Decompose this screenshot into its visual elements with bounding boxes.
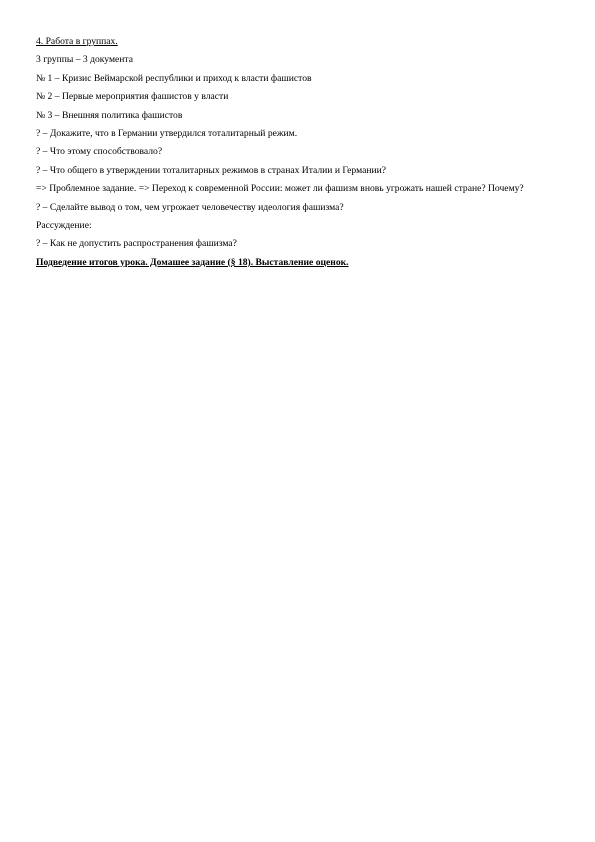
- lesson-summary-homework: Подведение итогов урока. Домашее задание (§ 18). Выставление оценок.: [36, 256, 349, 268]
- document-item-2: № 2 – Первые мероприятия фашистов у власти: [36, 91, 229, 103]
- question-what-contributed: ? – Что этому способствовало?: [36, 146, 163, 158]
- document-item-3: № 3 – Внешняя политика фашистов: [36, 109, 183, 121]
- question-common-features: ? – Что общего в утверждении тоталитарных режимов в странах Италии и Германии?: [36, 164, 386, 176]
- section-heading-group-work: 4. Работа в группах.: [36, 36, 118, 47]
- document-item-1: № 1 – Кризис Веймарской республики и приход к власти фашистов: [36, 72, 312, 84]
- question-conclusion: ? – Сделайте вывод о том, чем угрожает человечеству идеология фашизма?: [36, 201, 344, 213]
- question-totalitarian-regime: ? – Докажите, что в Германии утвердился тоталитарный режим.: [36, 127, 298, 139]
- document-body: [36, 36, 566, 275]
- reasoning-label: Рассуждение:: [36, 219, 92, 231]
- question-prevent-fascism: ? – Как не допустить распространения фашизма?: [36, 238, 237, 250]
- problem-task: => Проблемное задание. => Переход к современной России: может ли фашизм вновь угрожать нашей стране? Почему?: [36, 183, 524, 195]
- groups-documents-line: 3 группы – 3 документа: [36, 54, 134, 66]
